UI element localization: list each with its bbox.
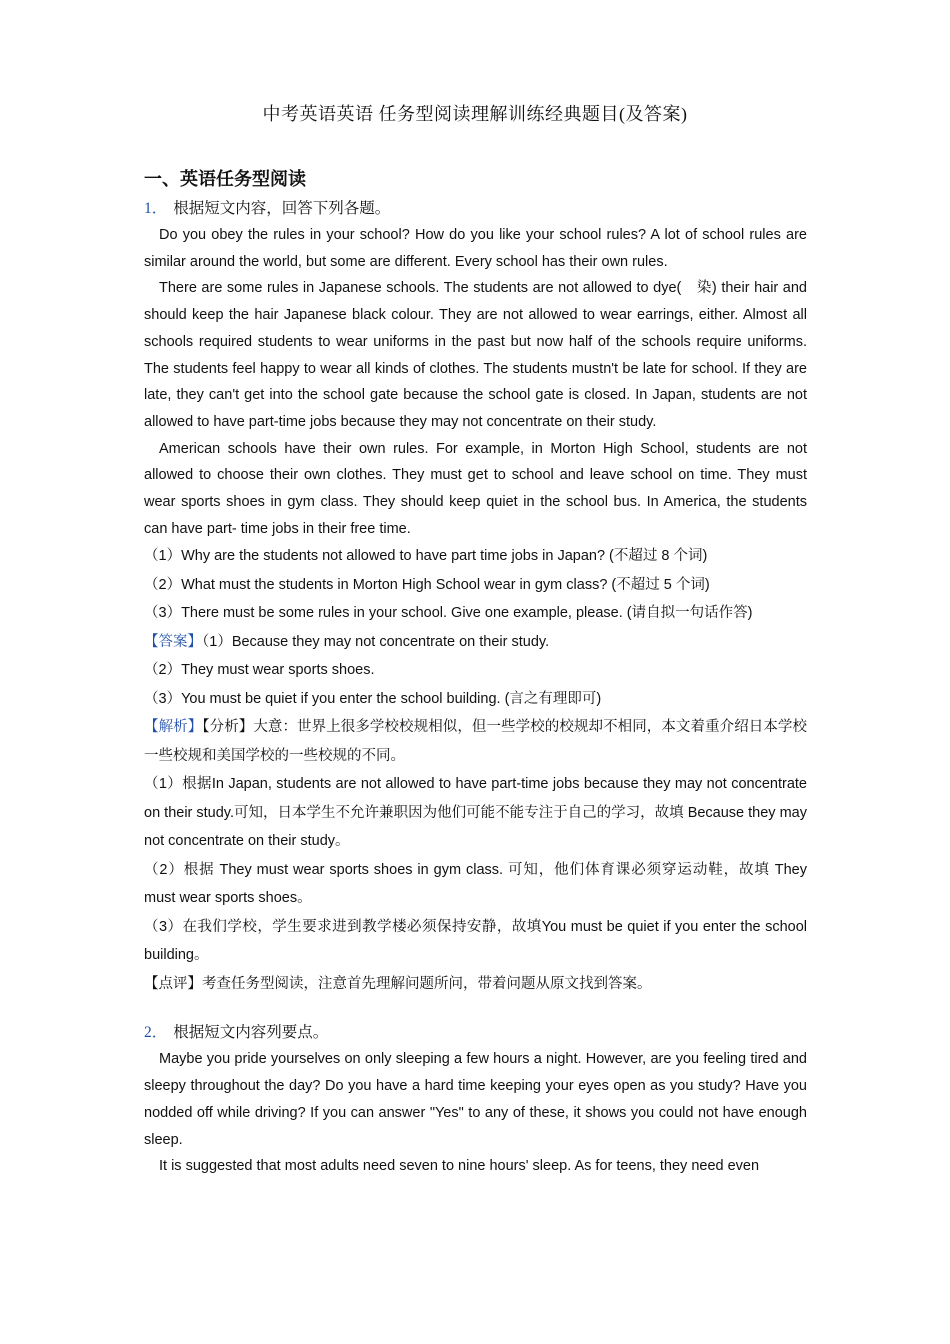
answer-line: （3）You must be quiet if you enter the school building. (言之有理即可): [144, 690, 602, 707]
question-instruction: 根据短文内容列要点。: [173, 1024, 329, 1042]
passage-paragraph: It is suggested that most adults need seven to nine hours' sleep. As for teens, they need even: [159, 1158, 760, 1175]
passage-paragraph: There are some rules in Japanese schools. The students are not allowed to dye( 染) their hair and should keep the hair Japanese black colour. They are not allowed to wear earrings, either. Almost all schools required students to wear uniforms in the past but now half of the schools require uniforms. The students feel happy to wear all kinds of clothes. The students mustn't be late for school. If they are late, they can't get into the school gate because the school gate is closed. In Japan, students are not allowed to have part-time jobs because they may not concentrate on their study.: [144, 280, 807, 430]
passage-paragraph: Do you obey the rules in your school? How do you like your school rules? A lot of school rules are similar around the world, but some are different. Every school has their own rules.: [144, 227, 807, 270]
passage-paragraph: American schools have their own rules. For example, in Morton High School, students are not allowed to choose their own clothes. They must get to school and leave school on time. They must wear sports shoes in gym class. They should keep quiet in the school bus. In America, the students can have part- time jobs in their free time.: [144, 440, 807, 537]
question-1-heading: [144, 196, 807, 222]
document-title: 中考英语英语 任务型阅读理解训练经典题目(及答案): [262, 104, 688, 124]
analysis-summary: 【分析】大意：世界上很多学校校规相似，但一些学校的校规却不相同，本文着重介绍日本学校一些校规和美国学校的一些校规的不同。: [144, 719, 808, 764]
sub-question: （3）There must be some rules in your school. Give one example, please. (请自拟一句话作答): [144, 605, 753, 622]
answer-line: [144, 628, 807, 657]
question-number: 2．: [144, 1024, 168, 1042]
comment-line: 【点评】考查任务型阅读，注意首先理解问题所问，带着问题从原文找到答案。: [144, 975, 652, 992]
analysis-item: （2）根据 They must wear sports shoes in gym class. 可知，他们体育课必须穿运动鞋，故填 They must wear sports shoes。: [144, 861, 807, 907]
answer-text: （1）Because they may not concentrate on their study.: [202, 633, 550, 650]
answer-label: 【答案】: [144, 633, 202, 650]
question-instruction: 根据短文内容，回答下列各题。: [173, 200, 391, 217]
question-number: 1．: [144, 200, 168, 217]
question-2-heading: [144, 1020, 807, 1046]
analysis-item: （1）根据In Japan, students are not allowed to have part-time jobs because they may not concentrate on their study.可知，日本学生不允许兼职因为他们可能不能专注于自己的学习，故填 Because they may not concentrate on their study。: [144, 776, 807, 850]
analysis-item: （3）在我们学校，学生要求进到教学楼必须保持安静，故填You must be quiet if you enter the school building。: [144, 918, 807, 964]
answer-line: （2）They must wear sports shoes.: [144, 662, 375, 679]
passage-paragraph: Maybe you pride yourselves on only sleeping a few hours a night. However, are you feeling tired and sleepy throughout the day? Do you have a hard time keeping your eyes open as you study? Have you nodded off while driving? If you can answer "Yes" to any of these, it shows you could not have enough sleep.: [144, 1051, 807, 1148]
analysis-label: 【解析】: [144, 719, 203, 736]
document-body: [144, 166, 807, 1180]
section-title: 一、英语任务型阅读: [144, 169, 306, 190]
sub-question: （2）What must the students in Morton High School wear in gym class? (不超过 5 个词): [144, 576, 710, 593]
analysis-intro: [144, 713, 807, 770]
spacer: [144, 998, 807, 1020]
sub-question: （1）Why are the students not allowed to have part time jobs in Japan? (不超过 8 个词): [144, 548, 708, 565]
